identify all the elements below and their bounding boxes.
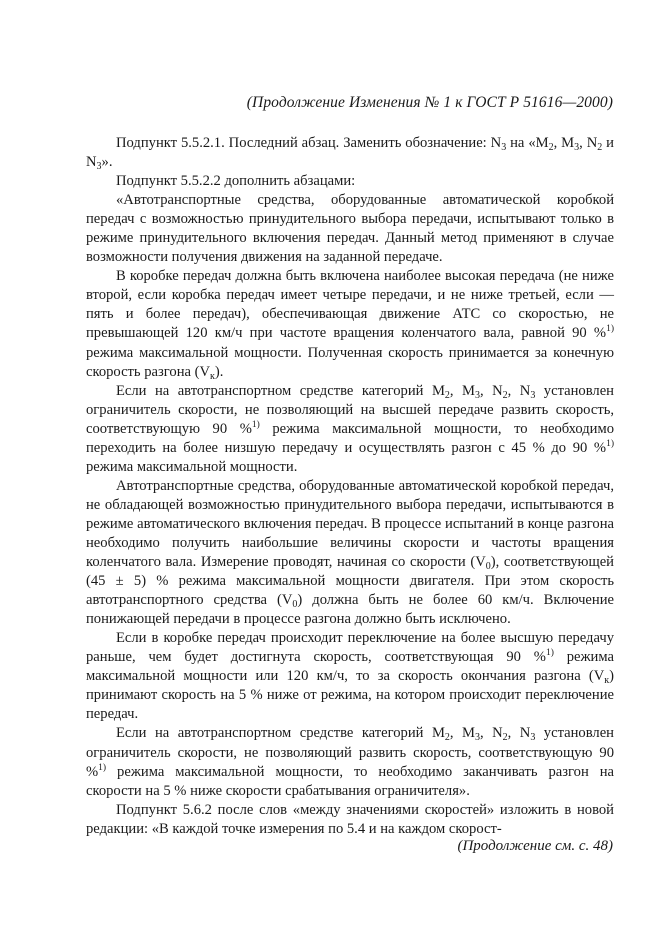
paragraph-automatic-gearbox: «Автотранспортные средства, оборудованные автоматической коробкой передач с возможностью принудительного выбора передачи, испытывают только в режиме принудительного включения передач. Данный метод применяют в случае возможности получения движения на заданной передаче. — [86, 192, 614, 266]
paragraph-limiter-end: Если на автотранспортном средстве категорий $M_2$, $M_3$, $N_2$, $N_3$ установлен ограничитель скорости, не позволяющий развить скорость, соответствующую 90 %$^{1)}$ режима максимальной мощности, то необходимо заканчивать разгон на скорости на 5 % ниже скорости срабатывания ограничителя». — [86, 725, 614, 799]
paragraph-highest-gear: В коробке передач должна быть включена наиболее высокая передача (не ниже второй, если коробка передач имеет четыре передачи, и не ниже третьей, если — пять и более передач), обеспечивающая движение АТС со скоростью, не превышающей 120 км/ч при частоте вращения коленчатого вала, равной 90 %$^{1)}$ режима максимальной мощности. Полученная скорость принимается за конечную скорость разгона $(V_к)$. — [86, 268, 614, 382]
paragraph-automatic-mode: Автотранспортные средства, оборудованные автоматической коробкой передач, не обладающей возможностью принудительного выбора передачи, испытываются в режиме автоматического включения передач. В процессе испытаний в конце разгона необходимо получить наибольшие величины скорости и частоты вращения коленчатого вала. Измерение проводят, начиная со скорости $(V_0)$, соответствующей (45 ± 5) % режима максимальной мощности двигателя. При этом скорость автотранспортного средства $(V_0)$ должна быть не более 60 км/ч. Включение понижающей передачи в процессе разгона должно быть исключено. — [86, 477, 614, 628]
document-body — [86, 134, 614, 839]
paragraph-gear-shift: Если в коробке передач происходит переключение на более высшую передачу раньше, чем будет достигнута скорость, соответствующая 90 %$^{1)}$ режима максимальной мощности или 120 км/ч, то за скорость окончания разгона $(V_к)$ принимают скорость на 5 % ниже от режима, на котором происходит переключение передач. — [86, 630, 614, 723]
running-header: (Продолжение Изменения № 1 к ГОСТ Р 51616—2000) — [246, 94, 613, 111]
paragraph-speed-limiter: Если на автотранспортном средстве категорий $M_2$, $M_3$, $N_2$, $N_3$ установлен ограничитель скорости, не позволяющий на высшей передаче развить скорость, соответствующую 90 %$^{1)}$ режима максимальной мощности, то необходимо переходить на более низшую передачу и осуществлять разгон с 45 % до 90 %$^{1)}$ режима максимальной мощности. — [86, 382, 615, 475]
paragraph-5-5-2-1: Подпункт 5.5.2.1. Последний абзац. Заменить обозначение: $N_3$ на «$M_2$, $M_3$, $N_2$ и $N_3$». — [86, 135, 614, 173]
continuation-note: (Продолжение см. с. 48) — [457, 838, 613, 854]
paragraph-5-5-2-2-intro: Подпункт 5.5.2.2 дополнить абзацами: — [116, 173, 356, 190]
paragraph-5-6-2: Подпункт 5.6.2 после слов «между значениями скоростей» изложить в новой редакции: «В каждой точке измерения по 5.4 и на каждом скорост- — [86, 801, 614, 837]
